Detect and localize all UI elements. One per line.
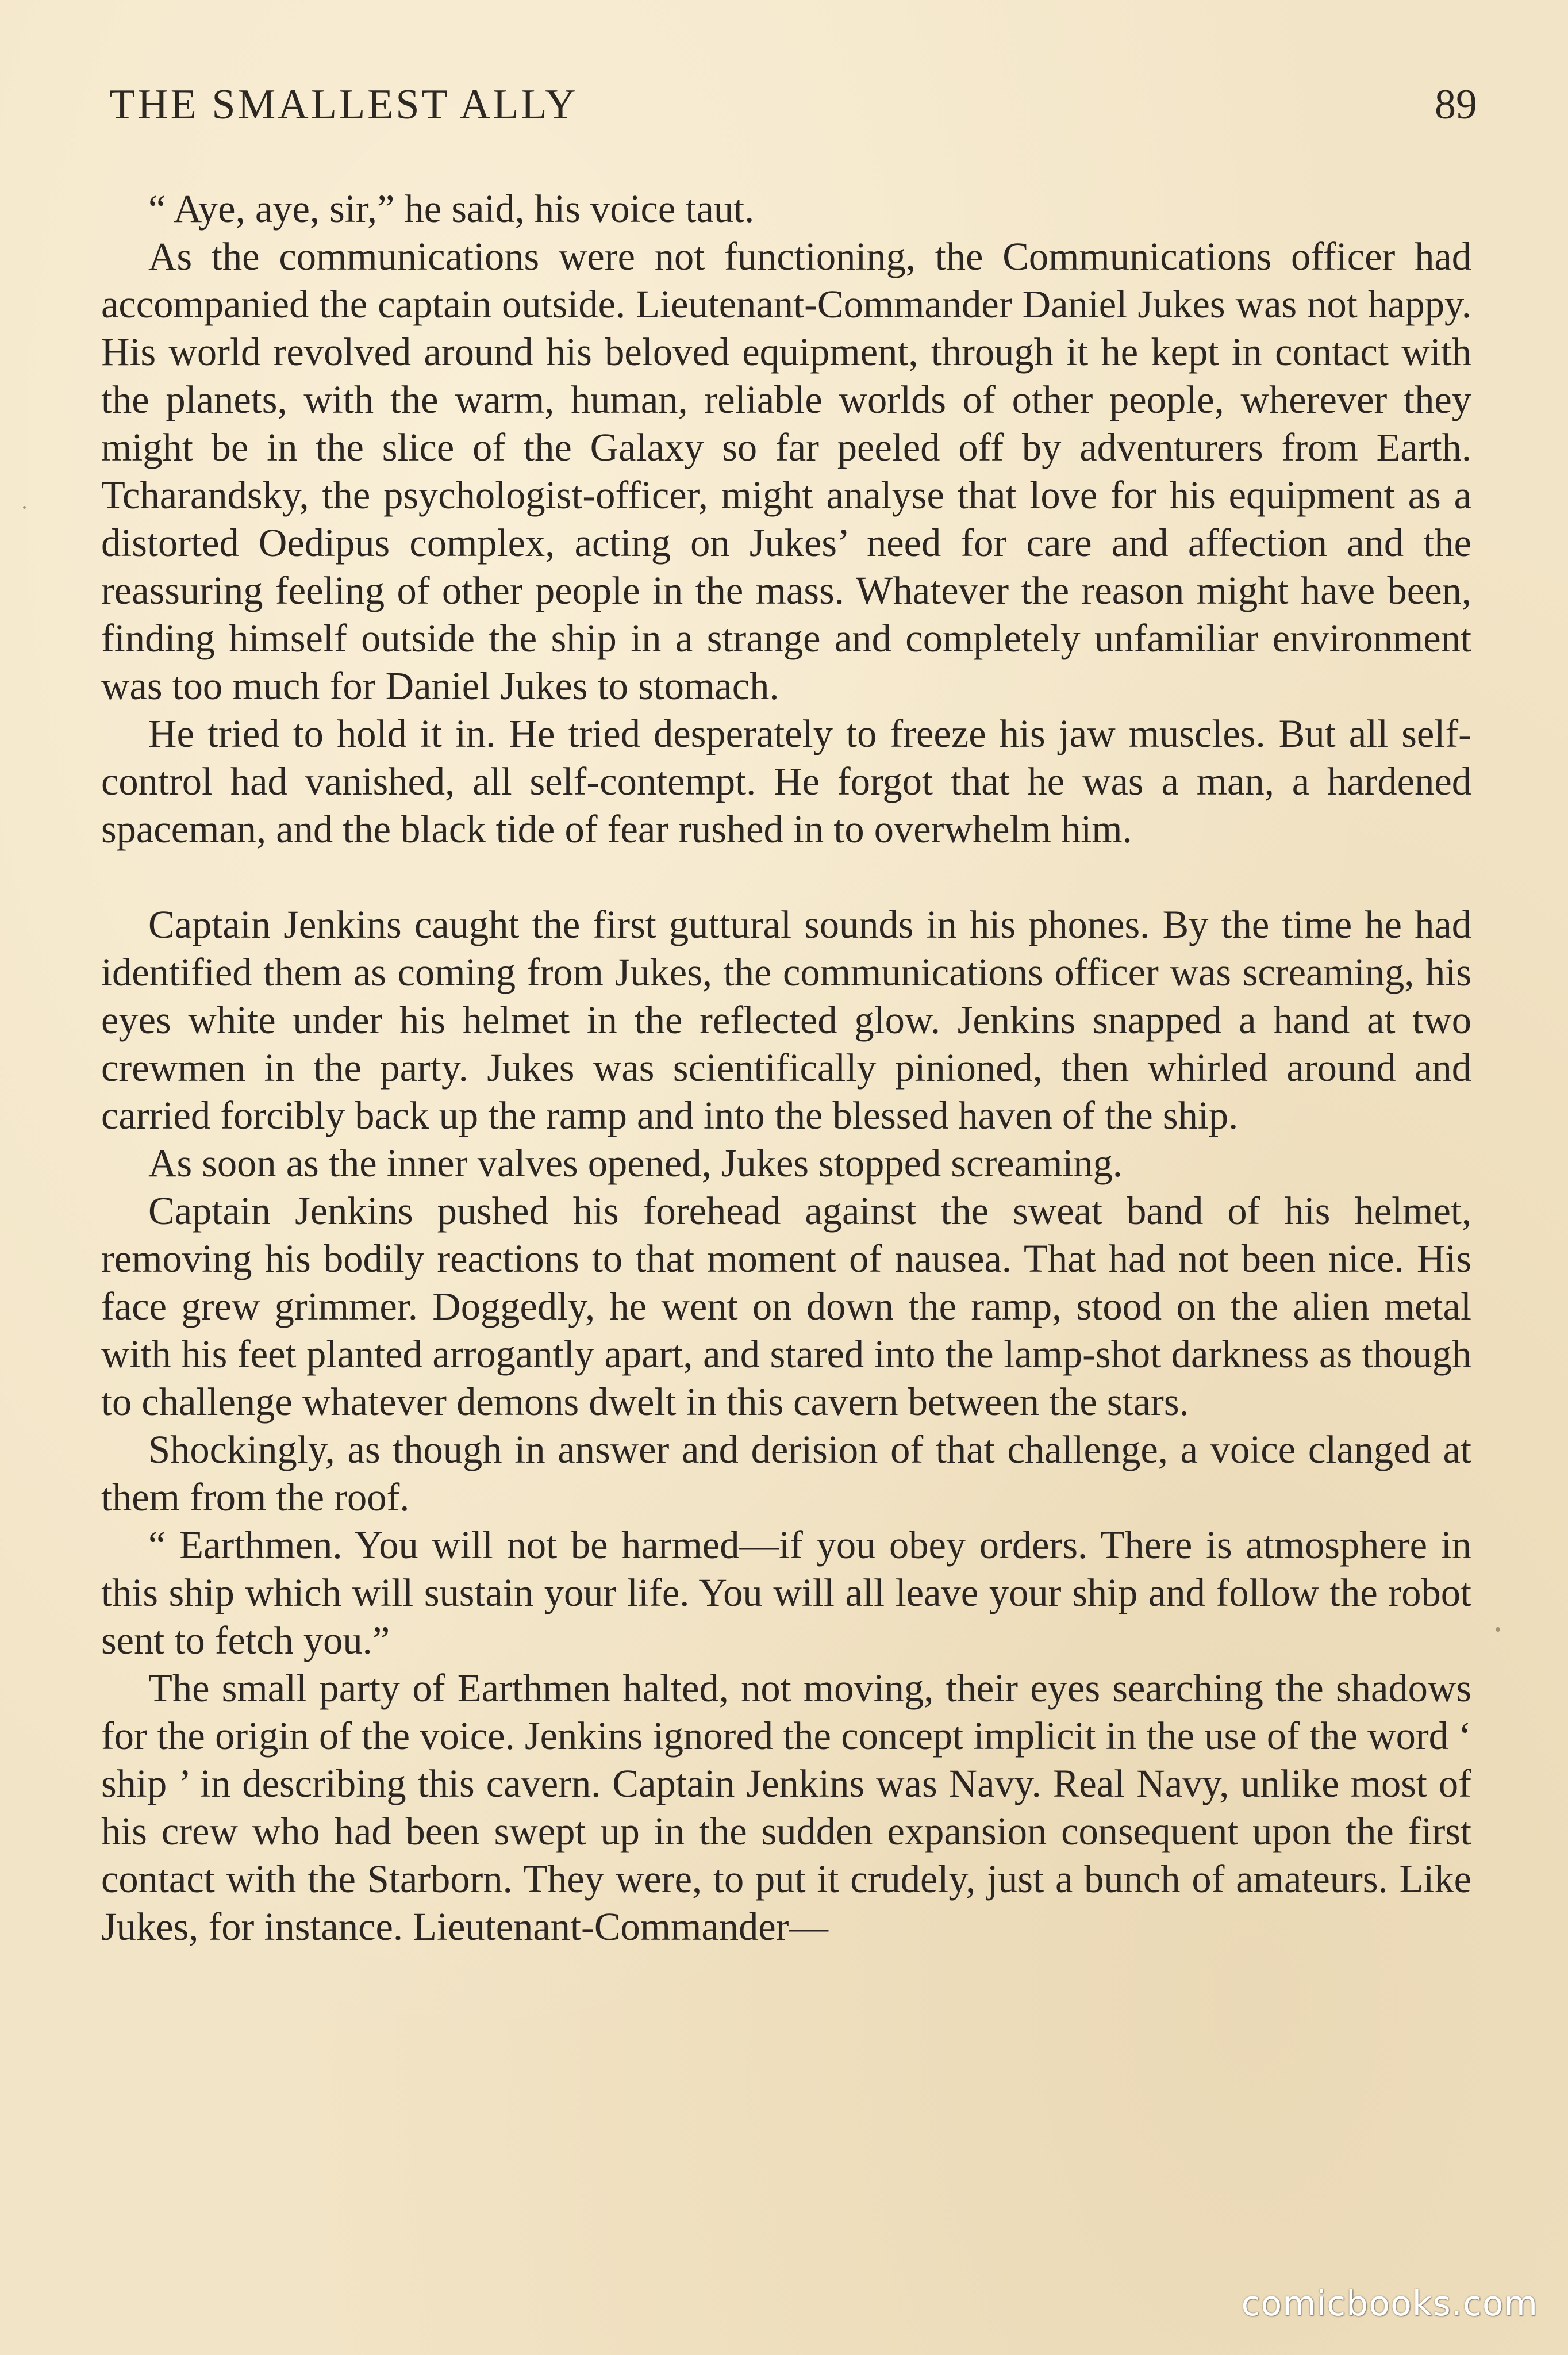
running-title: THE SMALLEST ALLY [109, 81, 578, 128]
running-head [109, 80, 1477, 144]
paragraph-5: As soon as the inner valves opened, Jukes stopped screaming. [148, 1141, 1123, 1185]
paragraph-3: He tried to hold it in. He tried desperately to freeze his jaw muscles. But all self-control had vanished, all self-contempt. He forgot that he was a man, a hardened spaceman, and the black tide of fear rushed in to overwhelm him. [101, 712, 1471, 851]
page-number: 89 [1435, 81, 1477, 128]
paragraph-1: “ Aye, aye, sir,” he said, his voice taut. [148, 187, 755, 231]
paragraph-7: Shockingly, as though in answer and derision of that challenge, a voice clanged at them from the roof. [101, 1428, 1471, 1519]
paper-speck [1496, 1627, 1500, 1632]
paragraph-4: Captain Jenkins caught the first guttural sounds in his phones. By the time he had identified them as coming from Jukes, the communications officer was screaming, his eyes white under his helmet in the reflected glow. Jenkins snapped a hand at two crewmen in the party. Jukes was scientifically pinioned, then whirled around and carried forcibly back up the ramp and into the blessed haven of the ship. [101, 903, 1471, 1137]
paragraph-9: The small party of Earthmen halted, not moving, their eyes searching the shadows for the origin of the voice. Jenkins ignored the concept implicit in the use of the word ‘ ship ’ in describing this cavern. Captain Jenkins was Navy. Real Navy, unlike most of his crew who had been swept up in the sudden expansion consequent upon the first contact with the Starborn. They were, to put it crudely, just a bunch of amateurs. Like Jukes, for instance. Lieutenant-Commander— [101, 1666, 1471, 1949]
paper-speck [23, 506, 26, 509]
paragraph-2: As the communications were not functioning, the Communications officer had accompanied the captain outside. Lieutenant-Commander Daniel Jukes was not happy. His world revolved around his beloved equipment, through it he kept in contact with the planets, with the warm, human, reliable worlds of other people, wherever they might be in the slice of the Galaxy so far peeled off by adventurers from Earth. Tcharandsky, the psychologist-officer, might analyse that love for his equipment as a distorted Oedipus complex, acting on Jukes’ need for care and affection and the reassuring feeling of other people in the mass. Whatever the reason might have been, finding himself outside the ship in a strange and completely unfamiliar environment was too much for Daniel Jukes to stomach. [101, 235, 1471, 708]
watermark: comicbooks.com [1241, 2284, 1538, 2324]
paper-speck [1328, 1736, 1331, 1740]
body-text [101, 185, 1471, 1951]
paragraph-6: Captain Jenkins pushed his forehead against the sweat band of his helmet, removing his bodily reactions to that moment of nausea. That had not been nice. His face grew grimmer. Doggedly, he went on down the ramp, stood on the alien metal with his feet planted arrogantly apart, and stared into the lamp-shot darkness as though to challenge whatever demons dwelt in this cavern between the stars. [101, 1189, 1471, 1424]
paragraph-8: “ Earthmen. You will not be harmed—if you obey orders. There is atmosphere in this ship which will sustain your life. You will all leave your ship and follow the robot sent to fetch you.” [101, 1523, 1471, 1662]
